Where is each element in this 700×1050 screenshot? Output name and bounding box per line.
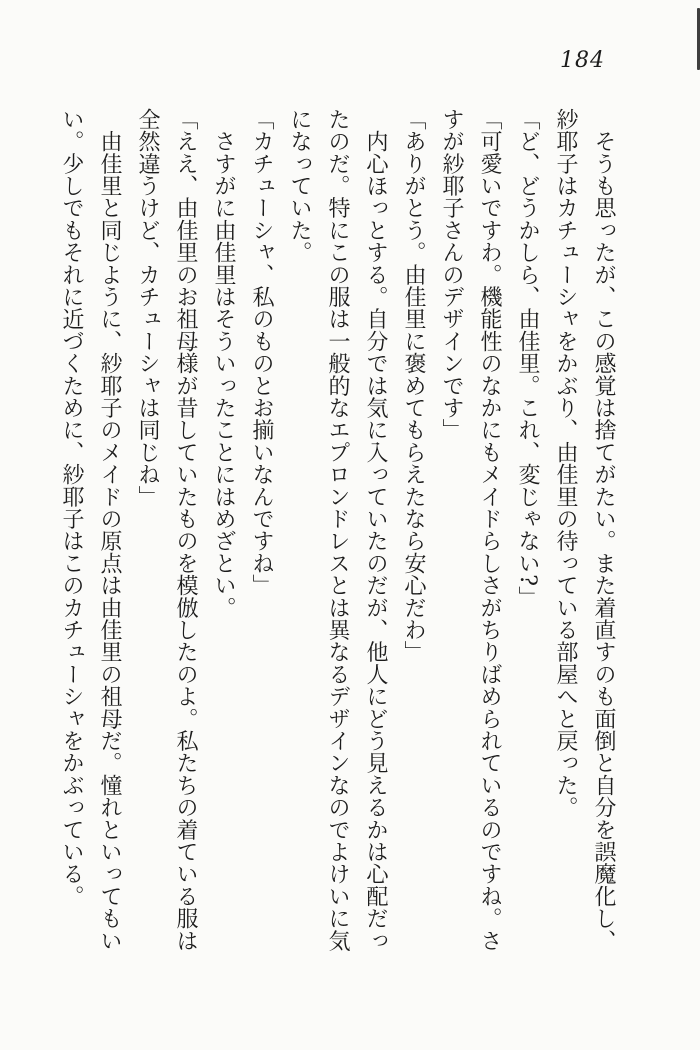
text-line: になっていた。	[287, 108, 312, 264]
text-line: たのだ。特にこの服は一般的なエプロンドレスとは異なるデザインなのでよけいに気	[325, 108, 350, 952]
text-line: 「ど、どうかしら、由佳里。これ、変じゃない?」	[515, 108, 540, 609]
text-line: そうも思ったが、この感覚は捨てがたい。また着直すのも面倒と自分を誤魔化し、	[591, 108, 616, 952]
text-line: さすがに由佳里はそういったことにはめざとい。	[211, 108, 236, 619]
text-line: 全然違うけど、カチューシャは同じね」	[135, 108, 160, 508]
text-line: 「カチューシャ、私のものとお揃いなんですね」	[249, 108, 274, 597]
text-line: すが紗耶子さんのデザインです」	[439, 108, 464, 441]
text-line: 「ええ、由佳里のお祖母様が昔していたものを模倣したのよ。私たちの着ている服は	[173, 108, 198, 952]
body-text	[52, 108, 622, 954]
text-line: 内心ほっとする。自分では気に入っていたのだが、他人にどう見えるかは心配だっ	[363, 108, 388, 952]
text-line: い。少しでもそれに近づくために、紗耶子はこのカチューシャをかぶっている。	[59, 108, 84, 908]
page-number: 184	[560, 48, 605, 73]
text-line: 由佳里と同じように、紗耶子のメイドの原点は由佳里の祖母だ。憧れといってもい	[97, 108, 122, 952]
text-line: 「可愛いですわ。機能性のなかにもメイドらしさがちりばめられているのですね。さ	[477, 108, 502, 952]
text-line: 「ありがとう。由佳里に褒めてもらえたなら安心だわ」	[401, 108, 426, 663]
text-line: 紗耶子はカチューシャをかぶり、由佳里の待っている部屋へと戻った。	[553, 108, 578, 819]
